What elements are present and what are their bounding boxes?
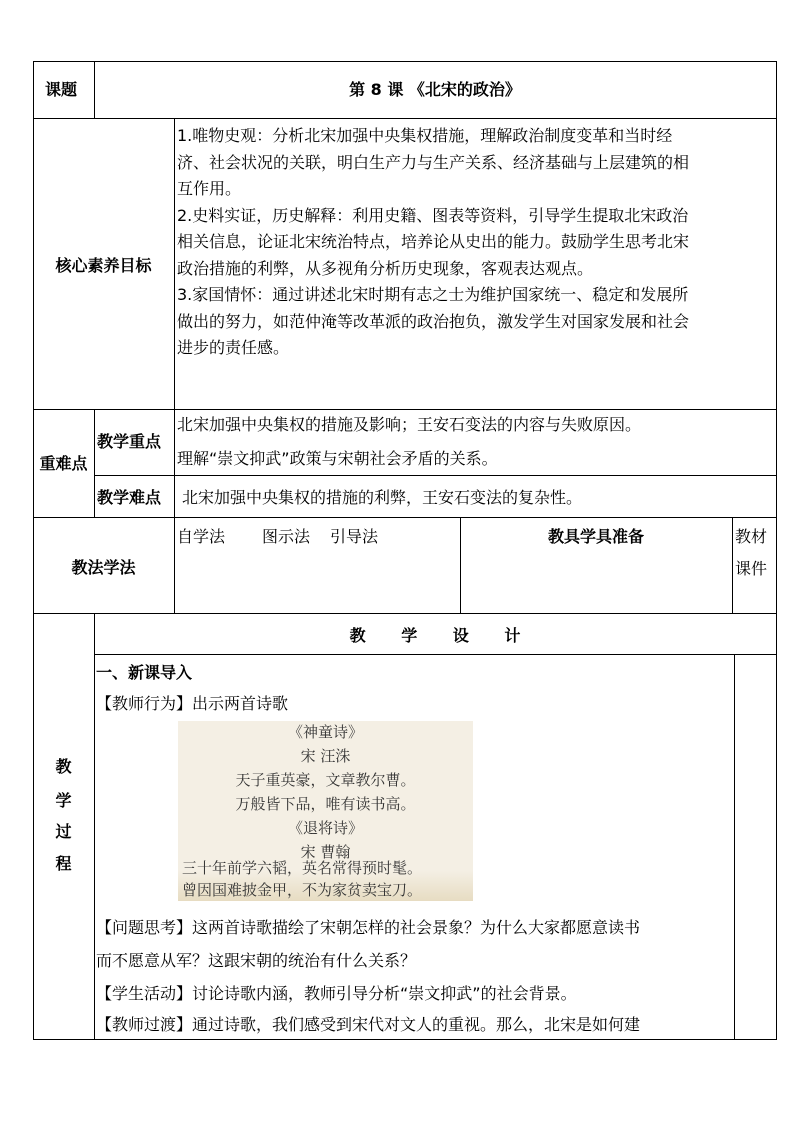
objectives-line: 2.史料实证，历史解释：利用史籍、图表等资料，引导学生提取北宋政治: [177, 205, 689, 225]
table-col-divider: [94, 409, 95, 518]
table-row-divider: [94, 475, 777, 476]
table-col-divider: [732, 517, 733, 614]
teaching-tools-label: 教具学具准备: [547, 527, 644, 546]
table-border-bottom: [33, 1039, 777, 1040]
activity-tag: 【学生活动】: [96, 984, 193, 1003]
poem-line: 《神童诗》: [287, 723, 363, 741]
table-row-divider: [33, 118, 777, 119]
teaching-tools-value: 课件: [735, 559, 768, 578]
table-col-divider: [94, 613, 95, 1040]
process-label-char: 学: [55, 791, 72, 810]
teaching-difficulty-label: 教学难点: [97, 488, 162, 507]
table-row-divider: [33, 613, 777, 614]
lesson-title: 第 8 课 《北宋的政治》: [349, 80, 521, 99]
question-text: 这两首诗歌描绘了宋朝怎样的社会景象？为什么大家都愿意读书: [192, 918, 641, 937]
teaching-tools-value: 教材: [735, 527, 768, 546]
teaching-focus-line: 理解“崇文抑武”政策与宋朝社会矛盾的关系。: [177, 449, 498, 468]
poem-line: 《退将诗》: [287, 819, 363, 837]
teaching-difficulty-text: 北宋加强中央集权的措施的利弊，王安石变法的复杂性。: [182, 488, 583, 507]
method-item: 引导法: [330, 527, 379, 546]
teaching-focus-line: 北宋加强中央集权的措施及影响；王安石变法的内容与失败原因。: [177, 415, 642, 434]
objectives-line: 1.唯物史观：分析北宋加强中央集权措施，理解政治制度变革和当时经: [177, 126, 673, 145]
objectives-label: 核心素养目标: [55, 256, 152, 275]
section-title: 一、新课导入: [96, 663, 193, 682]
objectives-line: 互作用。: [177, 179, 242, 198]
question-paragraph: [96, 915, 640, 941]
process-label-char: 过: [55, 822, 72, 841]
subject-label: 课题: [45, 80, 78, 99]
objectives-line: 济、社会状况的关联，明白生产力与生产关系、经济基础与上层建筑的相: [177, 152, 690, 172]
teaching-focus-label: 教学重点: [97, 432, 162, 451]
teacher-transition: [96, 1012, 640, 1038]
poem-line: 宋 汪洙: [300, 747, 351, 765]
objectives-line: 政治措施的利弊，从多视角分析历史现象，客观表达观点。: [177, 258, 594, 278]
objectives-line: 做出的努力，如范仲淹等改革派的政治抱负，激发学生对国家发展和社会: [177, 311, 690, 331]
student-activity: [96, 981, 577, 1007]
table-row-divider: [94, 654, 777, 655]
transition-text: 通过诗歌，我们感受到宋代对文人的重视。那么，北宋是如何建: [192, 1015, 641, 1034]
objectives-line: 进步的责任感。: [177, 338, 290, 357]
table-col-divider: [174, 118, 175, 614]
method-item: 图示法: [262, 527, 311, 546]
methods-label: 教法学法: [71, 558, 136, 577]
teacher-action-text: 出示两首诗歌: [192, 694, 289, 713]
teacher-action-tag: 【教师行为】: [96, 694, 193, 713]
table-border-left: [33, 61, 34, 1040]
objectives-line: 3.家国情怀：通过讲述北宋时期有志之士为维护国家统一、稳定和发展所: [177, 285, 689, 304]
key-points-label: 重难点: [39, 454, 88, 473]
question-tag: 【问题思考】: [96, 918, 193, 937]
poem-line: 天子重英豪，文章教尔曹。: [235, 771, 416, 789]
objectives-text: [177, 123, 777, 362]
teacher-action: [96, 691, 288, 717]
table-col-divider: [734, 654, 735, 1040]
table-row-divider: [33, 409, 777, 410]
table-row-divider: [33, 517, 777, 518]
method-item: 自学法: [177, 527, 226, 546]
question-text-continued: 而不愿意从军？这跟宋朝的统治有什么关系？: [96, 951, 417, 970]
activity-text: 讨论诗歌内涵，教师引导分析“崇文抑武”的社会背景。: [192, 984, 577, 1003]
poem-line: 万般皆下品，唯有读书高。: [235, 795, 416, 813]
poem-image: [178, 721, 473, 901]
poem-line: 曾因国难披金甲，不为家贫卖宝刀。: [182, 881, 423, 899]
teaching-design-title: 教 学 设 计: [349, 626, 521, 645]
poem-line: 三十年前学六韬，英名常得预时髦。: [182, 859, 423, 877]
objectives-line: 相关信息，论证北宋统治特点，培养论从史出的能力。鼓励学生思考北宋: [177, 232, 690, 251]
process-label-char: 程: [55, 854, 72, 873]
poem-line: 宋 曹翰: [300, 843, 351, 861]
process-label-char: 教: [55, 757, 72, 776]
table-border-top: [33, 61, 777, 62]
transition-tag: 【教师过渡】: [96, 1015, 193, 1034]
